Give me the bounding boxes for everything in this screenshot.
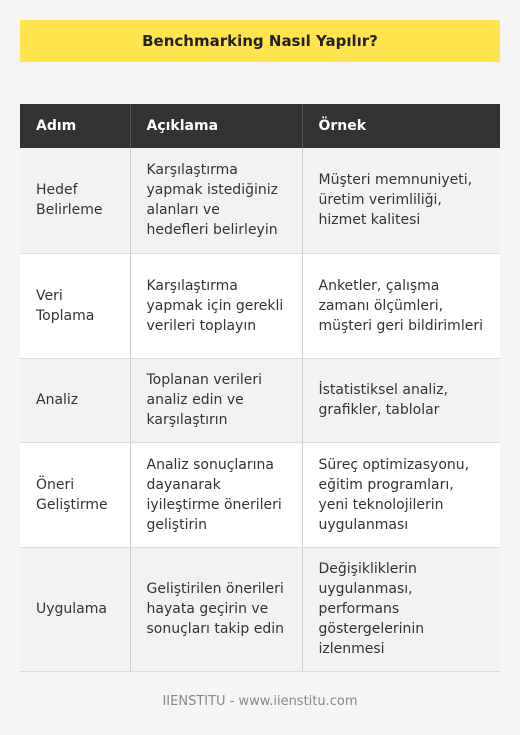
example-cell: Süreç optimizasyonu, eğitim programları, yeni teknolojilerin uygulanması [302, 442, 500, 547]
step-cell: Analiz [20, 358, 130, 442]
example-cell: İstatistiksel analiz, grafikler, tablolar [302, 358, 500, 442]
step-cell: Öneri Geliştirme [20, 442, 130, 547]
step-cell: Hedef Belirleme [20, 148, 130, 253]
footer-credit: IIENSTITU - www.iienstitu.com [162, 694, 358, 709]
example-cell: Müşteri memnuniyeti, üretim verimliliği, hizmet kalitesi [302, 148, 500, 253]
example-cell: Değişikliklerin uygulanması, performans göstergelerinin izlenmesi [302, 547, 500, 671]
description-cell: Geliştirilen önerileri hayata geçirin ve sonuçları takip edin [130, 547, 302, 671]
table-row [20, 547, 500, 671]
table-row [20, 148, 500, 253]
header-description: Açıklama [130, 104, 302, 148]
table-row [20, 253, 500, 358]
example-cell: Anketler, çalışma zamanı ölçümleri, müşteri geri bildirimleri [302, 253, 500, 358]
benchmarking-table [20, 104, 500, 672]
step-cell: Uygulama [20, 547, 130, 671]
table-row [20, 442, 500, 547]
description-cell: Karşılaştırma yapmak istediğiniz alanları ve hedefleri belirleyin [130, 148, 302, 253]
page-title: Benchmarking Nasıl Yapılır? [20, 20, 500, 62]
description-cell: Karşılaştırma yapmak için gerekli verileri toplayın [130, 253, 302, 358]
header-example: Örnek [302, 104, 500, 148]
header-step: Adım [20, 104, 130, 148]
description-cell: Toplanan verileri analiz edin ve karşılaştırın [130, 358, 302, 442]
table-header-row [20, 104, 500, 148]
description-cell: Analiz sonuçlarına dayanarak iyileştirme önerileri geliştirin [130, 442, 302, 547]
table-row [20, 358, 500, 442]
step-cell: Veri Toplama [20, 253, 130, 358]
